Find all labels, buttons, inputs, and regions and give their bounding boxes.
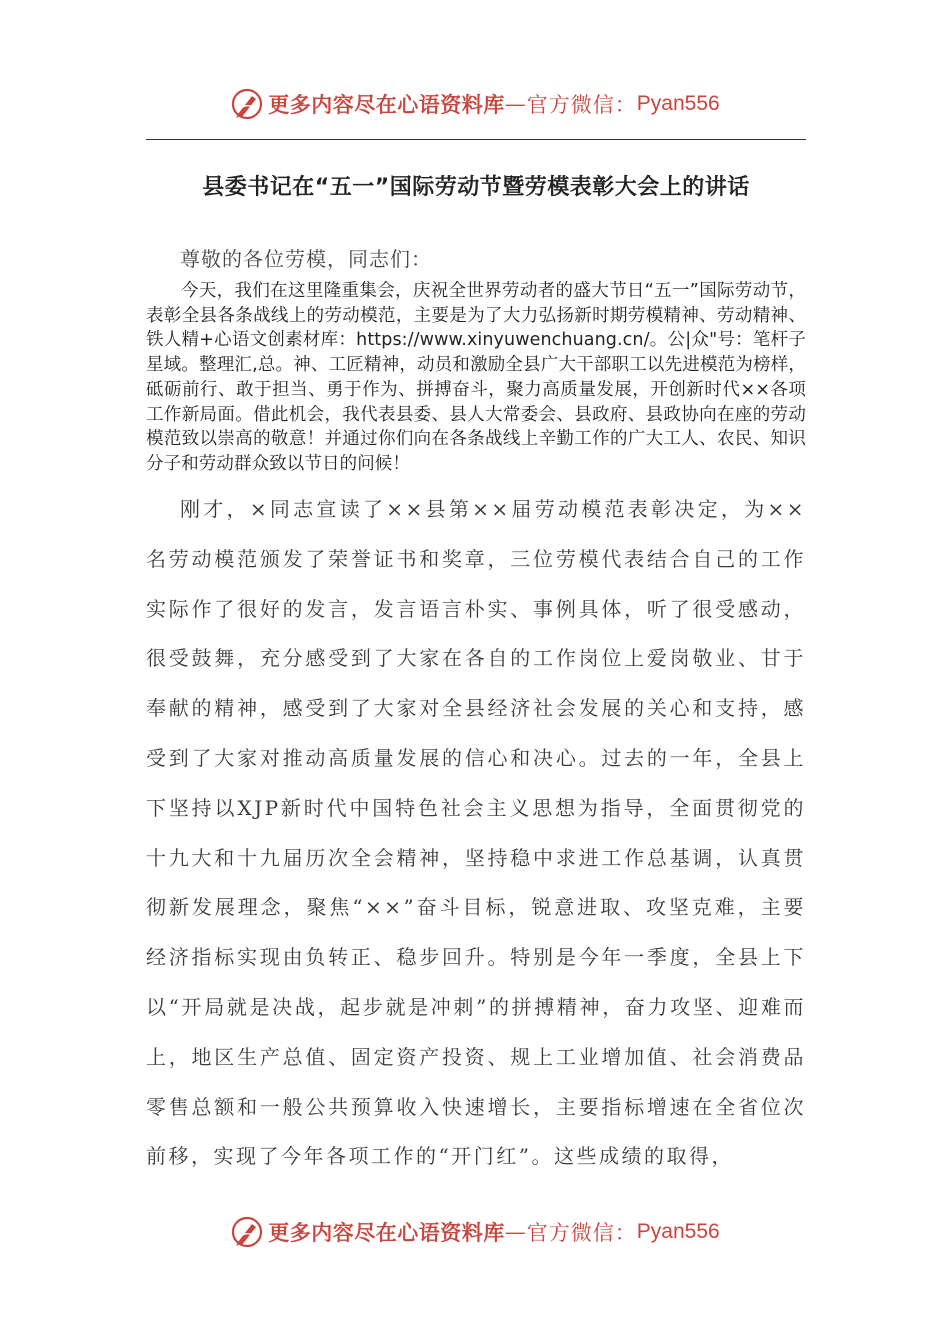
header-banner [0,84,950,124]
paragraph-2: 刚才，×同志宣读了××县第××届劳动模范表彰决定，为××名劳动模范颁发了荣誉证书和奖章，三位劳模代表结合自己的工作实际作了很好的发言，发言语言朴实、事例具体，听了很受感动，很受鼓舞，充分感受到了大家在各自的工作岗位上爱岗敬业、甘于奉献的精神，感受到了大家对全县经济社会发展的关心和支持，感受到了大家对推动高质量发展的信心和决心。过去的一年，全县上下坚持以XJP新时代中国特色社会主义思想为指导，全面贯彻党的十九大和十九届历次全会精神，坚持稳中求进工作总基调，认真贯彻新发展理念，聚焦“××”奋斗目标，锐意进取、攻坚克难，主要经济指标实现由负转正、稳步回升。特别是今年一季度，全县上下以“开局就是决战，起步就是冲刺”的拼搏精神，奋力攻坚、迎难而上，地区生产总值、固定资产投资、规上工业增加值、社会消费品零售总额和一般公共预算收入快速增长，主要指标增速在全省位次前移，实现了今年各项工作的“开门红”。这些成绩的取得， [146,497,806,1169]
header-divider [146,139,806,140]
pen-logo-icon [230,1215,264,1249]
pen-logo-icon [230,87,264,121]
banner-dash: — [504,92,527,116]
banner-wechat-id: Pyan556 [636,1220,720,1243]
banner-wechat-id: Pyan556 [636,92,720,115]
banner-wechat-label: 官方微信： [526,93,637,117]
salutation: 尊敬的各位劳模，同志们： [180,247,432,271]
paragraph-1: 今天，我们在这里隆重集会，庆祝全世界劳动者的盛大节日“五一”国际劳动节，表彰全县各条战线上的劳动模范，主要是为了大力弘扬新时期劳模精神、劳动精神、铁人精+心语文创素材库：https://www.xinyuwenchuang.cn/。公|众"号：笔杆子星域。整理汇,总。神、工匠精神，动员和激励全县广大干部职工以先进模范为榜样，砥砺前行、敢于担当、勇于作为、拼搏奋斗，聚力高质量发展，开创新时代××各项工作新局面。借此机会，我代表县委、县人大常委会、县政府、县政协向在座的劳动模范致以崇高的敬意！并通过你们向在各条战线上辛勤工作的广大工人、农民、知识分子和劳动群众致以节日的问候！ [146,281,806,474]
banner-wechat-label: 官方微信： [526,1221,637,1245]
banner-dash: — [504,1220,527,1244]
document-title: 县委书记在“五一”国际劳动节暨劳模表彰大会上的讲话 [202,175,750,200]
banner-brand-text: 更多内容尽在心语资料库 [268,1220,505,1245]
banner-brand-text: 更多内容尽在心语资料库 [268,92,505,117]
footer-banner [0,1212,950,1252]
